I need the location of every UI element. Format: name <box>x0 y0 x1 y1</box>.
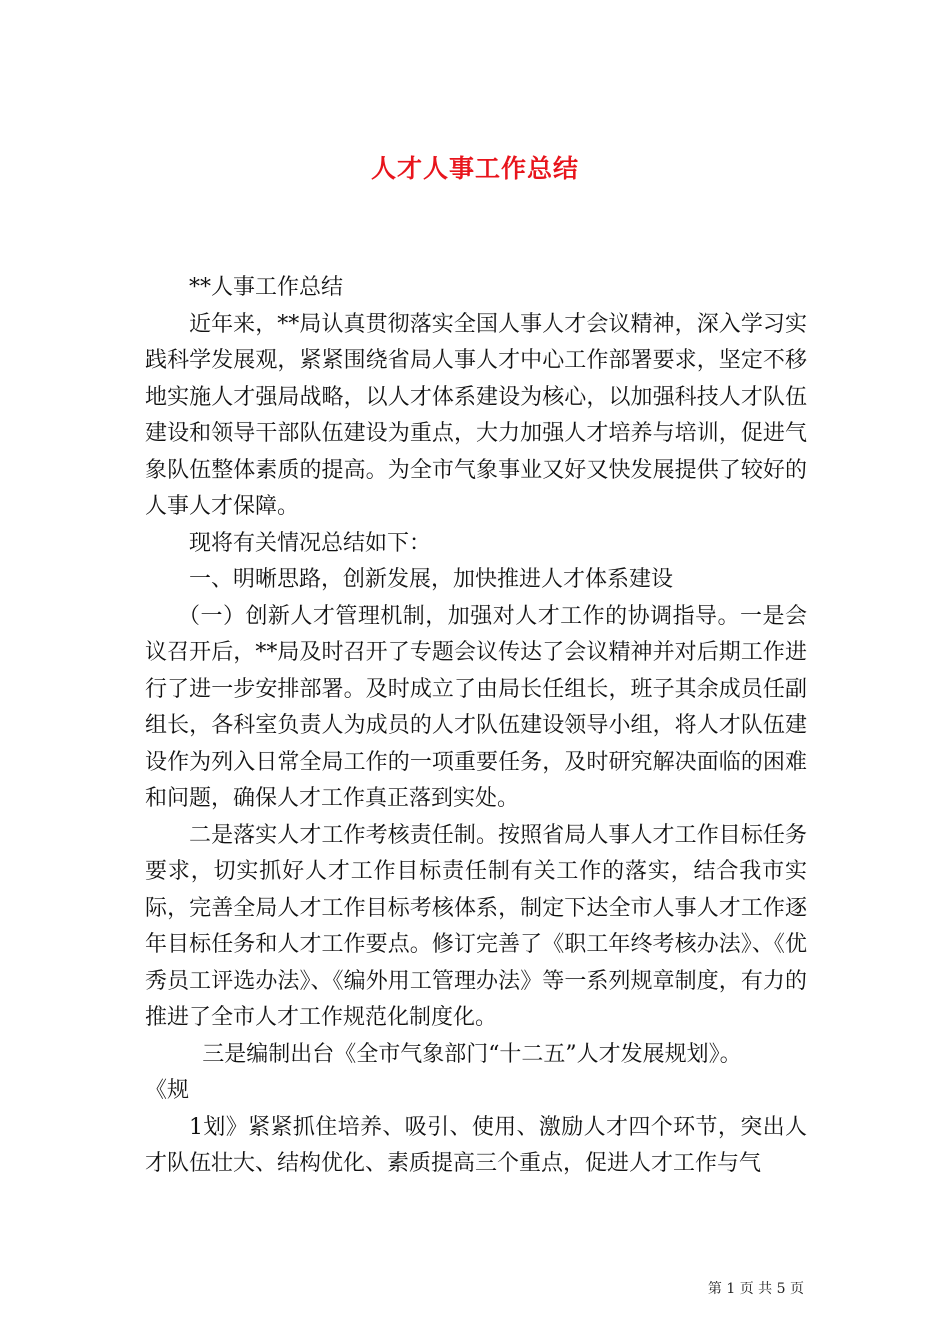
document-title: 人才人事工作总结 <box>370 153 579 183</box>
body-paragraph: 近年来，**局认真贯彻落实全国人事人才会议精神，深入学习实践科学发展观，紧紧围绕省局人事人才中心工作部署要求，坚定不移地实施人才强局战略，以人才体系建设为核心，以加强科技人才队伍建设和领导干部队伍建设为重点，大力加强人才培养与培训，促进气象队伍整体素质的提高。为全市气象事业又好又快发展提供了较好的人事人才保障。 <box>145 311 807 519</box>
body-paragraph: 现将有关情况总结如下： <box>189 530 432 556</box>
document-body <box>145 270 807 1183</box>
body-paragraph: 二是落实人才工作考核责任制。按照省局人事人才工作目标任务要求，切实抓好人才工作目标责任制有关工作的落实，结合我市实际，完善全局人才工作目标考核体系，制定下达全市人事人才工作逐年目标任务和人才工作要点。修订完善了《职工年终考核办法》、《优秀员工评选办法》、《编外用工管理办法》等一系列规章制度，有力的推进了全市人才工作规范化制度化。 <box>145 822 807 1030</box>
section-heading: **人事工作总结 <box>189 275 344 300</box>
section-heading: 一、明晰思路，创新发展，加快推进人才体系建设 <box>189 567 674 592</box>
body-paragraph: 《规 <box>145 1078 190 1103</box>
body-paragraph: 1划》紧紧抓住培养、吸引、使用、激励人才四个环节，突出人才队伍壮大、结构优化、素质提高三个重点，促进人才工作与气 <box>145 1114 807 1176</box>
page-number: 第 1 页 共 5 页 <box>707 1281 804 1297</box>
body-paragraph: 三是编制出台《全市气象部门“十二五”人才发展规划》。 <box>202 1041 742 1067</box>
body-paragraph: （一）创新人才管理机制，加强对人才工作的协调指导。一是会议召开后，**局及时召开了专题会议传达了会议精神并对后期工作进行了进一步安排部署。及时成立了由局长任组长，班子其余成员任副组长，各科室负责人为成员的人才队伍建设领导小组，将人才队伍建设作为列入日常全局工作的一项重要任务，及时研究解决面临的困难和问题，确保人才工作真正落到实处。 <box>145 603 807 811</box>
